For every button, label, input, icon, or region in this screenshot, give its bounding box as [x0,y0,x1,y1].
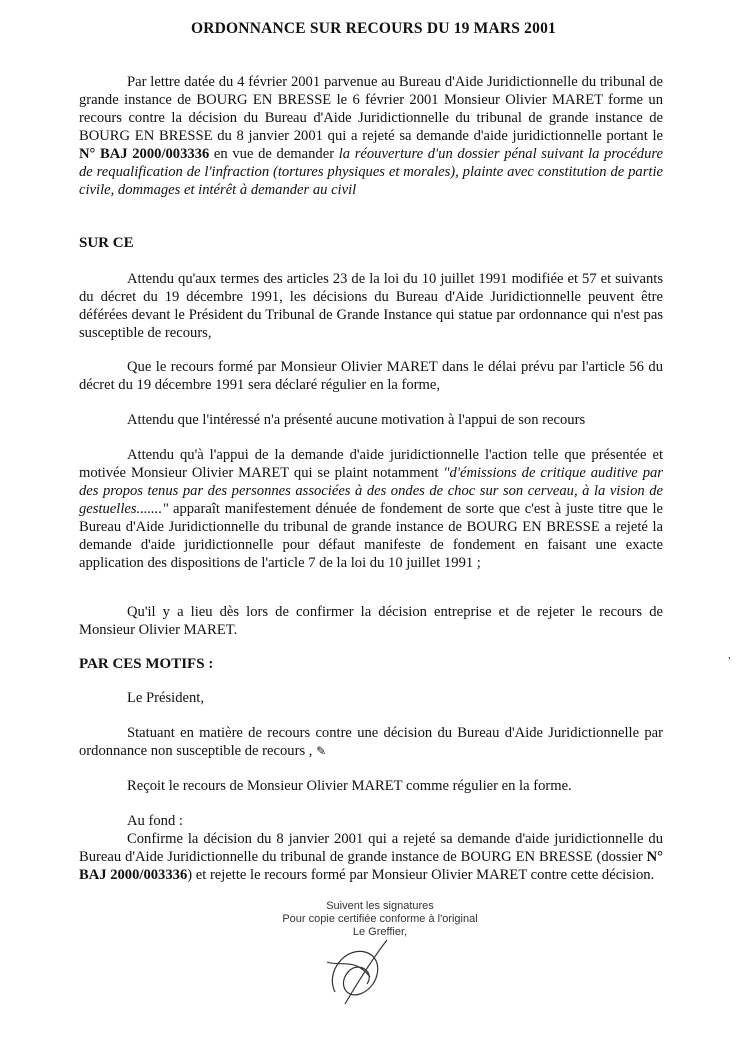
heading-par-ces-motifs: PAR CES MOTIFS : [79,656,214,672]
paragraph-manifestly-unfounded [79,446,663,572]
complaint-quote: "d'émissions de critique auditive par des propos tenus par des personnes associées à des ondes de choc sur son cerveau, à la vision de gestuelles......." [79,465,663,517]
paragraph-intro [79,73,663,199]
paragraph-statuant [79,724,663,760]
unfounded-text: Attendu qu'à l'appui de la demande d'aide juridictionnelle l'action telle que présentée et motivée Monsieur Olivier MARET qui se plaint notamment [79,447,663,481]
paragraph-recours-regulier: Que le recours formé par Monsieur Olivier MARET dans le délai prévu par l'article 56 du décret du 19 décembre 1991 sera déclaré régulier en la forme, [79,359,663,393]
stamp-line-2: Pour copie certifiée conforme à l'original [282,913,478,925]
intro-request: la réouverture d'un dossier pénal suivant la procédure de requalification de l'infraction (tortures physiques et morales), plainte avec constitution de partie civile, dommages et intérêt à demander au civil [79,146,664,198]
stamp-line-3: Le Greffier, [352,926,408,938]
document-title: ORDONNANCE SUR RECOURS DU 19 MARS 2001 [191,20,556,37]
paragraph-president: Le Président, [127,690,205,706]
paragraph-decision [79,830,663,884]
intro-text: Par lettre datée du 4 février 2001 parvenue au Bureau d'Aide Juridictionnelle du tribunal de grande instance de BOURG EN BRESSE le 6 février 2001 Monsieur Olivier MARET forme un recours contre la décision du Bureau d'Aide Juridictionnelle du tribunal de grande instance de BOURG EN BRESSE du 8 janvier 2001 qui a rejeté sa demande d'aide juridictionnelle portant le [79,74,663,144]
paragraph-recoit: Reçoit le recours de Monsieur Olivier MARET comme régulier en la forme. [127,778,572,794]
paragraph-au-fond: Au fond : [127,813,183,829]
signature-icon [315,932,405,1012]
unfounded-text-2: apparaît manifestement dénuée de fondement de sorte que c'est à juste titre que le Bureau d'Aide Juridictionnelle du tribunal de grande instance de BOURG EN BRESSE a rejeté la demande d'aide juridictionnelle pour défaut manifeste de fondement en faisant une exacte application des dispositions de l'article 7 de la loi du 10 juillet 1991 ; [79,501,663,571]
stamp-line-1: Suivent les signatures [326,900,434,912]
decision-text: Confirme la décision du 8 janvier 2001 qui a rejeté sa demande d'aide juridictionnelle du Bureau d'Aide Juridictionnelle du tribunal de grande instance de BOURG EN BRESSE (dossier [79,831,663,865]
paragraph-no-motivation: Attendu que l'intéressé n'a présenté aucune motivation à l'appui de son recours [127,412,586,428]
decision-text-2: ) et rejette le recours formé par Monsieur Olivier MARET contre cette décision. [187,867,655,883]
intro-text-2: en vue de demander [209,146,339,162]
statuant-text: Statuant en matière de recours contre une décision du Bureau d'Aide Juridictionnelle par ordonnance non susceptible de recours , [79,725,663,759]
case-number: N° BAJ 2000/003336 [79,146,210,162]
paragraph-legal-basis: Attendu qu'aux termes des articles 23 de la loi du 10 juillet 1991 modifiée et 57 et suivants du décret du 19 décembre 1991, les décisions du Bureau d'Aide Juridictionnelle peuvent être déférées devant le Président du Tribunal de Grande Instance qui statue par ordonnance qui n'est pas susceptible de recours, [79,271,663,341]
margin-mark: , [728,649,731,661]
case-number-2: N° BAJ 2000/003336 [79,849,663,883]
heading-sur-ce: SUR CE [79,235,134,251]
paragraph-confirm: Qu'il y a lieu dès lors de confirmer la décision entreprise et de rejeter le recours de Monsieur Olivier MARET. [79,604,663,638]
handwritten-mark: ✎ [316,744,327,758]
